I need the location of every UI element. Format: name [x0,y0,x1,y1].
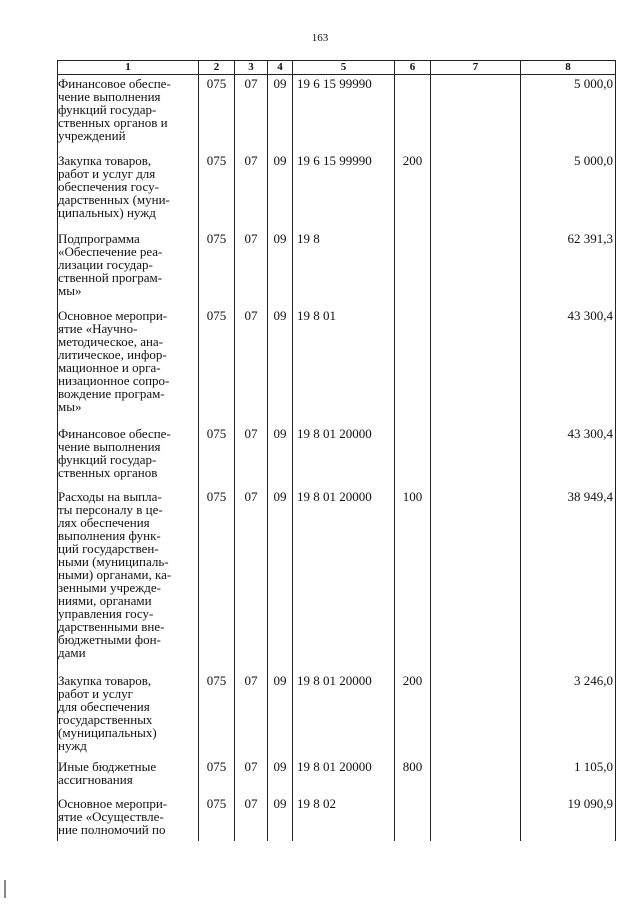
column-7-cell [431,307,521,425]
subsection-cell: 09 [268,488,293,672]
table-body [58,75,616,841]
subsection-cell: 09 [268,230,293,307]
amount-cell: 3 246,0 [521,672,616,758]
row-name-cell: Основное меропри- ятие «Осуществле- ние полномочий по [58,795,199,841]
column-7-cell [431,672,521,758]
table-row [58,425,616,488]
ministry-code-cell: 075 [199,672,235,758]
row-name-cell: Основное меропри- ятие «Научно- методическое, ана- литическое, инфор- мационное и орга- низационное сопро- вождение програм- мы» [58,307,199,425]
amount-cell: 5 000,0 [521,75,616,152]
section-cell: 07 [235,425,268,488]
table-row [58,672,616,758]
ministry-code-cell: 075 [199,425,235,488]
column-7-cell [431,795,521,841]
column-7-cell [431,488,521,672]
amount-cell: 19 090,9 [521,795,616,841]
row-name-cell: Закупка товаров, работ и услуг для обеспечения госу- дарственных (муни- ципальных) нужд [58,152,199,230]
column-header-8: 8 [521,61,616,75]
row-name-cell: Иные бюджетные ассигнования [58,758,199,795]
amount-cell: 38 949,4 [521,488,616,672]
target-article-cell: 19 8 [293,230,395,307]
column-header-2: 2 [199,61,235,75]
subsection-cell: 09 [268,425,293,488]
subsection-cell: 09 [268,307,293,425]
scan-edge-mark [4,880,6,898]
section-cell: 07 [235,75,268,152]
expense-type-cell: 200 [395,672,431,758]
section-cell: 07 [235,488,268,672]
table-row [58,230,616,307]
subsection-cell: 09 [268,152,293,230]
column-header-4: 4 [268,61,293,75]
ministry-code-cell: 075 [199,488,235,672]
section-cell: 07 [235,672,268,758]
ministry-code-cell: 075 [199,307,235,425]
row-name-cell: Финансовое обеспе- чение выполнения функций государ- ственных органов [58,425,199,488]
page-number: 163 [311,32,329,44]
section-cell: 07 [235,152,268,230]
ministry-code-cell: 075 [199,152,235,230]
column-header-1: 1 [58,61,199,75]
section-cell: 07 [235,307,268,425]
amount-cell: 43 300,4 [521,425,616,488]
column-7-cell [431,75,521,152]
table-row [58,152,616,230]
section-cell: 07 [235,758,268,795]
expense-type-cell [395,75,431,152]
amount-cell: 43 300,4 [521,307,616,425]
table-row [58,795,616,841]
column-header-3: 3 [235,61,268,75]
expense-type-cell [395,230,431,307]
expense-type-cell [395,795,431,841]
row-name-cell: Закупка товаров, работ и услуг для обеспечения государственных (муниципальных) нужд [58,672,199,758]
amount-cell: 62 391,3 [521,230,616,307]
ministry-code-cell: 075 [199,758,235,795]
target-article-cell: 19 8 01 20000 [293,488,395,672]
budget-table [57,60,616,841]
expense-type-cell: 800 [395,758,431,795]
amount-cell: 5 000,0 [521,152,616,230]
column-7-cell [431,758,521,795]
ministry-code-cell: 075 [199,795,235,841]
target-article-cell: 19 8 01 20000 [293,672,395,758]
expense-type-cell [395,425,431,488]
expense-type-cell [395,307,431,425]
target-article-cell: 19 6 15 99990 [293,75,395,152]
row-name-cell: Финансовое обеспе- чение выполнения функций государ- ственных органов и учреждений [58,75,199,152]
column-7-cell [431,425,521,488]
target-article-cell: 19 6 15 99990 [293,152,395,230]
section-cell: 07 [235,230,268,307]
column-7-cell [431,230,521,307]
subsection-cell: 09 [268,75,293,152]
ministry-code-cell: 075 [199,230,235,307]
subsection-cell: 09 [268,795,293,841]
target-article-cell: 19 8 02 [293,795,395,841]
column-header-6: 6 [395,61,431,75]
table-row [58,307,616,425]
target-article-cell: 19 8 01 20000 [293,758,395,795]
subsection-cell: 09 [268,758,293,795]
row-name-cell: Подпрограмма «Обеспечение реа- лизации государ- ственной програм- мы» [58,230,199,307]
expense-type-cell: 100 [395,488,431,672]
ministry-code-cell: 075 [199,75,235,152]
table-header-row [58,61,616,75]
table-row [58,488,616,672]
row-name-cell: Расходы на выпла- ты персоналу в це- лях обеспечения выполнения функ- ций государствен- ными (муниципаль- ными) органами, ка- зенными учрежде- ниями, органами управления госу- дарственными вне- бюджетными фон- дами [58,488,199,672]
table-row [58,75,616,152]
target-article-cell: 19 8 01 [293,307,395,425]
section-cell: 07 [235,795,268,841]
column-7-cell [431,152,521,230]
subsection-cell: 09 [268,672,293,758]
expense-type-cell: 200 [395,152,431,230]
amount-cell: 1 105,0 [521,758,616,795]
column-header-7: 7 [431,61,521,75]
column-header-5: 5 [293,61,395,75]
table-row [58,758,616,795]
target-article-cell: 19 8 01 20000 [293,425,395,488]
